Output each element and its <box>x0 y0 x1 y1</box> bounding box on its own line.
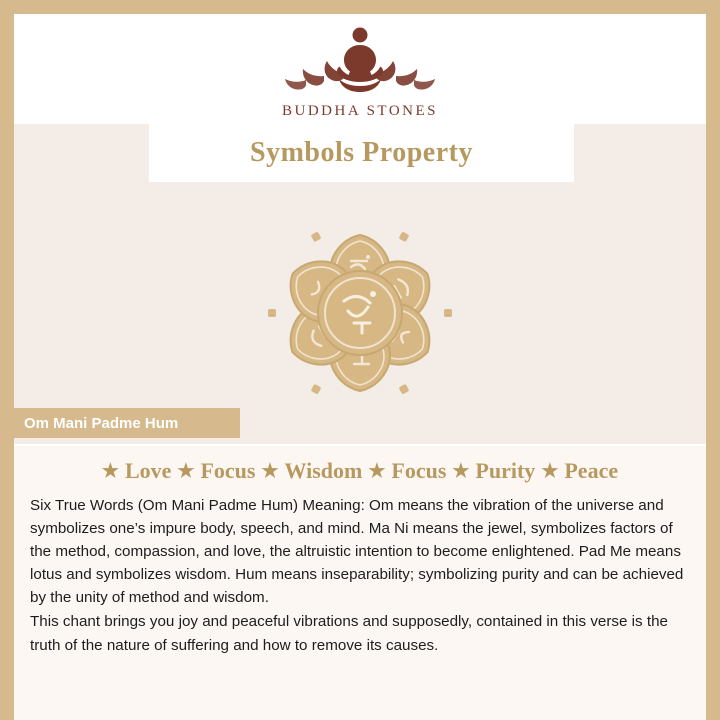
star-icon: ★ <box>101 460 119 482</box>
header <box>14 14 706 124</box>
brand-name: BUDDHA STONES <box>282 103 438 119</box>
star-icon: ★ <box>541 460 559 482</box>
om-mani-padme-hum-mandala-icon <box>235 188 485 443</box>
star-icon: ★ <box>368 460 386 482</box>
description-text <box>30 494 690 657</box>
mandala-wrap <box>14 188 706 443</box>
lotus-meditation-icon <box>284 22 436 99</box>
brand-logo <box>282 22 438 120</box>
star-icon: ★ <box>261 460 279 482</box>
keyword-peace: Peace <box>564 458 619 483</box>
keyword-wisdom: Wisdom <box>284 458 363 483</box>
keyword-purity: Purity <box>475 458 536 483</box>
mantra-label-ribbon <box>0 408 240 438</box>
star-icon: ★ <box>452 460 470 482</box>
keywords-row <box>14 446 706 484</box>
keyword-focus-1: Focus <box>200 458 256 483</box>
description-paragraph-2: This chant brings you joy and peaceful vibrations and supposedly, contained in this verse is the truth of the nature of suffering and how to remove its causes. <box>30 613 668 654</box>
mantra-label-text: Om Mani Padme Hum <box>24 414 179 432</box>
description-panel <box>14 446 706 720</box>
keyword-love: Love <box>124 458 172 483</box>
keyword-focus-2: Focus <box>391 458 447 483</box>
frame-top-edge <box>0 0 720 14</box>
frame-right-edge <box>706 0 720 720</box>
star-icon: ★ <box>177 460 195 482</box>
frame-left-edge <box>0 0 14 720</box>
mandala-section <box>14 182 706 444</box>
page-title: Symbols Property <box>250 137 473 168</box>
description-paragraph-1: Six True Words (Om Mani Padme Hum) Meaning: Om means the vibration of the universe and symbolizes one’s impure body, speech, and mind. Ma Ni means the jewel, symbolizes factors of the method, compassion, and love, the altruistic intention to become enlightened. Pad Me means lotus and symbolizes wisdom. Hum means inseparability; symbolizing purity and can be achieved by the unity of method and wisdom. <box>30 497 684 607</box>
title-container <box>149 124 574 182</box>
